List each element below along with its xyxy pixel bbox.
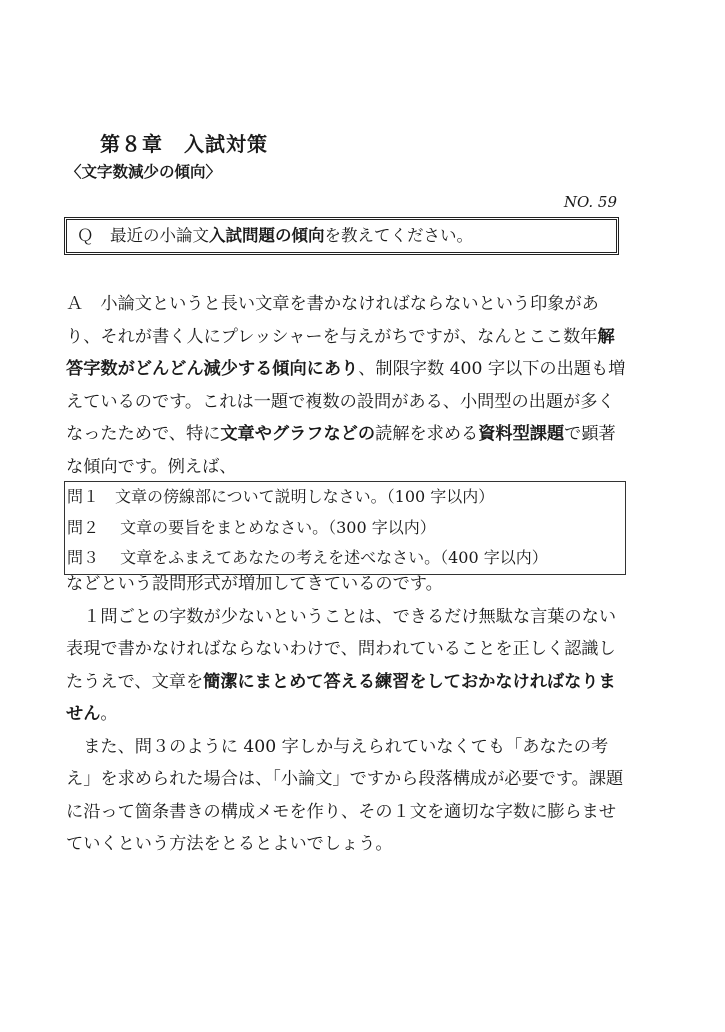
answer-cont-bold-1: 簡潔にまとめて答える練習をしておかなければなりません: [66, 671, 616, 724]
question-bold: 入試問題の傾向: [209, 226, 325, 245]
item-number: NO. 59: [563, 193, 617, 211]
example-question-1: 問１ 文章の傍線部について説明しなさい。（100 字以内）: [67, 487, 495, 506]
answer-cont-text-2: 。: [100, 704, 118, 724]
answer-paragraph: [66, 288, 626, 483]
answer-bold-2: 文章やグラフなどの: [220, 424, 376, 444]
question-prefix: Ｑ 最近の小論文: [77, 226, 209, 245]
section-subheading: 〈文字数減少の傾向〉: [66, 163, 222, 181]
example-questions-box: [64, 481, 626, 575]
question-box: [64, 217, 619, 255]
answer-text-3: 読解を求める: [375, 424, 479, 444]
answer-cont-paragraph-2: [66, 601, 626, 731]
chapter-title: 第８章 入試対策: [100, 132, 268, 156]
answer-text-2: 、制限字数 400 字以下の出題も増えているのです。これは一題で複数の設問がある、小問型の出題が多くなったためで、特に: [66, 359, 626, 444]
answer-cont-paragraph-1: などという設問形式が増加してきているのです。: [66, 574, 443, 594]
answer-bold-3: 資料型課題: [478, 424, 565, 444]
answer-body: [66, 288, 626, 483]
answer-text-4: で顕著な傾向です。例えば、: [66, 424, 616, 477]
answer-continued: [66, 568, 626, 861]
answer-cont-paragraph-3: また、問３のように 400 字しか与えられていなくても「あなたの考え」を求められた場合は、「小論文」ですから段落構成が必要です。課題に沿って箇条書きの構成メモを作り、その１文を適切な字数に膨らませていくという方法をとるとよいでしょう。: [66, 736, 624, 854]
question-suffix: を教えてください。: [324, 226, 473, 245]
answer-cont-text-1: １問ごとの字数が少ないということは、できるだけ無駄な言葉のない表現で書かなければならないわけで、問われていることを正しく認識したうえで、文章を: [66, 606, 617, 692]
answer-text-1: Ａ 小論文というと長い文章を書かなければならないという印象があり、それが書く人にプレッシャーを与えがちですが、なんとここ数年: [66, 294, 599, 347]
example-question-3: 問３ 文章をふまえてあなたの考えを述べなさい。（400 字以内）: [67, 548, 548, 567]
example-question-2: 問２ 文章の要旨をまとめなさい。（300 字以内）: [67, 517, 436, 537]
answer-bold-1: 解答字数がどんどん減少する傾向にあり: [66, 326, 615, 379]
